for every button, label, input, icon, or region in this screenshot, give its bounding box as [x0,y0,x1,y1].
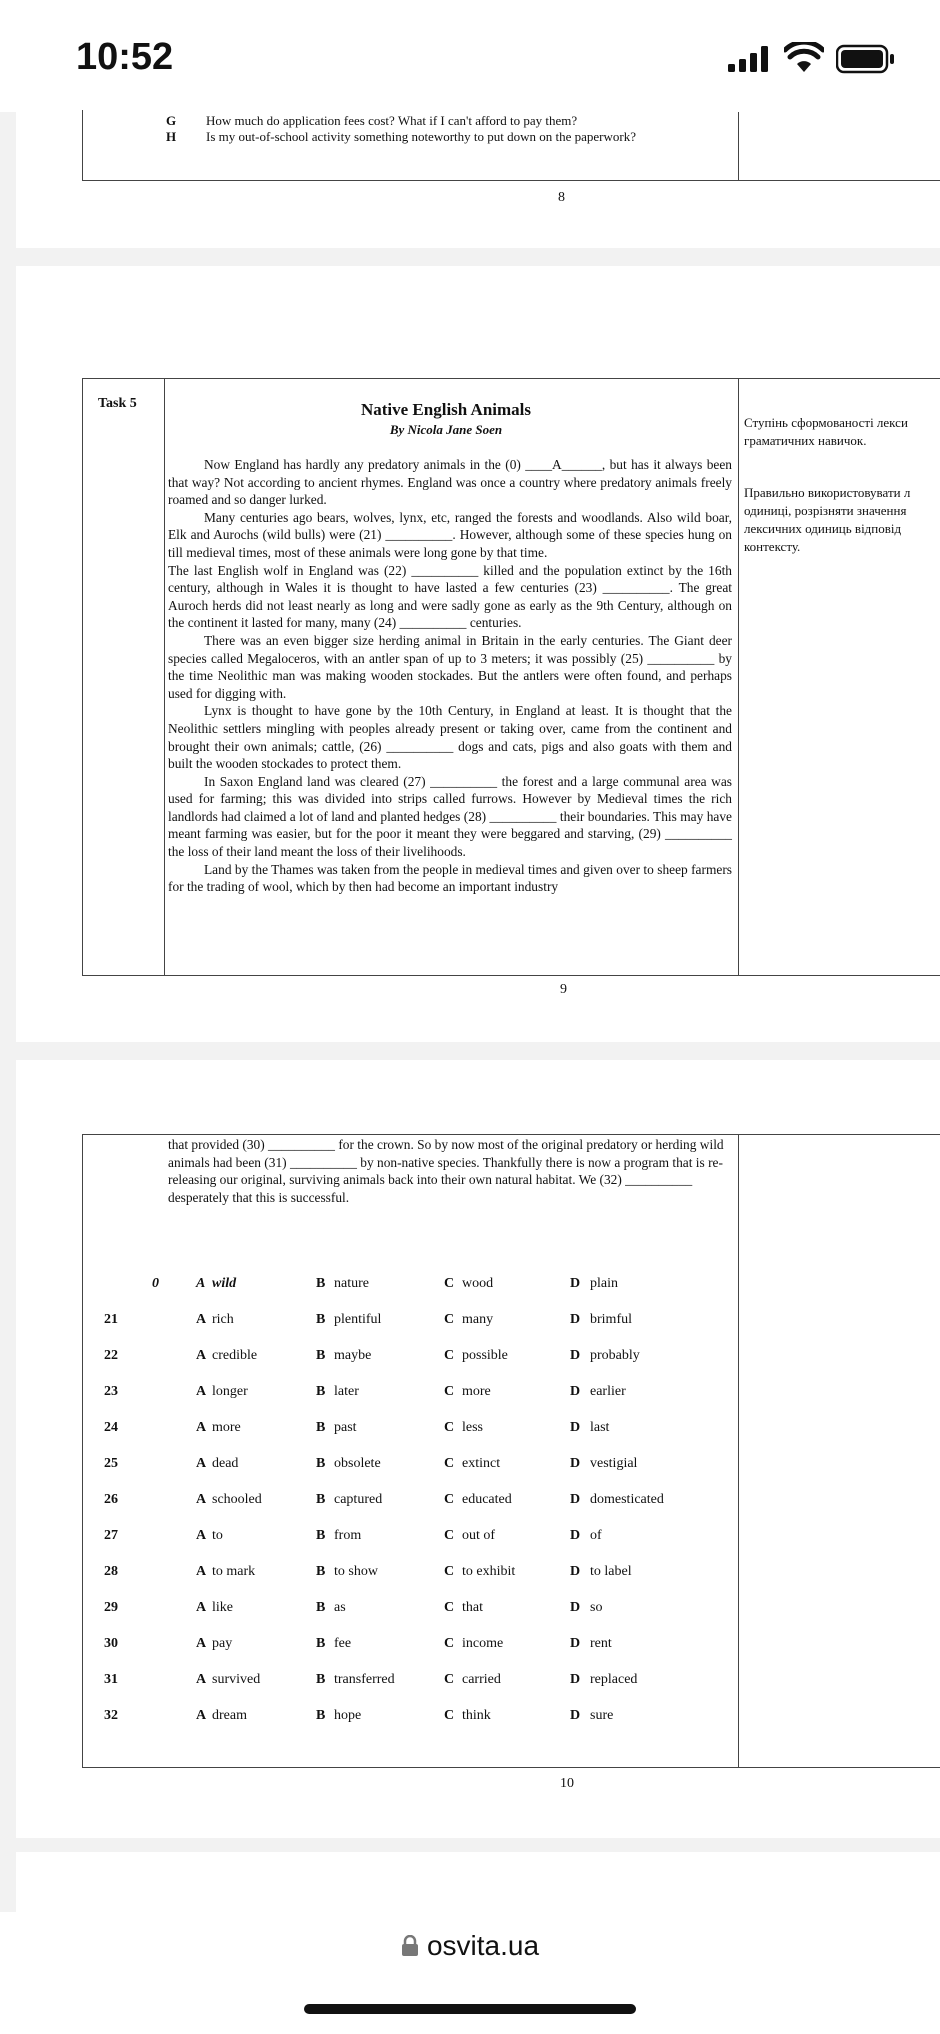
option-letter-d: D [570,1348,581,1363]
status-bar [0,0,940,112]
option-letter-b: B [316,1636,326,1651]
option-letter-d: D [570,1636,581,1651]
question-number: 0 [152,1276,159,1291]
battery-icon [836,44,896,74]
option-text-b: to show [334,1564,378,1579]
question-number: 25 [104,1456,118,1471]
paragraph: There was an even bigger size herding animal in Britain in the early centuries. The Giant deer species called Megaloceros, with an antler span of up to 3 meters; it was possibly (25) __________ by the time Neolithic man was making wooden stockades. But the antlers were often found, and perhaps used for digging with. [168,632,732,701]
option-text-c: carried [462,1672,501,1687]
option-letter-d: D [570,1564,581,1579]
option-text-d: sure [590,1708,614,1723]
paragraph: The last English wolf in England was (22) __________ killed and the population extinct by the 16th century, although in Wales it is thought to have lasted a few centuries (23) __________. The great Auroch herds did not least nearly as long and were sadly gone as early as the 9th Century, although on the continent it lasted for many, many (24) __________ centuries. [168,562,732,631]
option-letter-b: B [316,1492,326,1507]
question-number: 29 [104,1600,118,1615]
option-text-b: nature [334,1276,369,1291]
option-letter-b: B [316,1564,326,1579]
option-text-a: like [212,1600,233,1615]
option-letter-b: B [316,1348,326,1363]
option-letter-a: A [196,1456,207,1471]
option-row [82,1276,682,1298]
option-letter-c: C [444,1636,455,1651]
option-letter-a: A [196,1636,207,1651]
home-indicator[interactable] [304,2004,636,2014]
option-letter-a: A [196,1276,206,1291]
option-row [82,1492,682,1514]
option-row [82,1384,682,1406]
option-text-c: out of [462,1528,496,1543]
option-text-d: of [590,1528,602,1543]
option-text-b: maybe [334,1348,372,1363]
paragraph: Land by the Thames was taken from the people in medieval times and given over to sheep farmers for the trading of wool, which by then had become an important industry [168,861,732,895]
option-letter-d: D [570,1528,581,1543]
answer-options [82,1276,722,1746]
option-letter-a: A [196,1528,207,1543]
option-letter-b: B [316,1708,326,1723]
article-continuation: that provided (30) __________ for the crown. So by now most of the original predatory or herding wild animals had been (31) __________ by non-native species. Thankfully there is now a program that is re-releasing our original, surviving animals back into their own natural habitat. We (32) __________ desperately that this is successful. [168,1137,724,1205]
page-number: 10 [560,1776,574,1791]
question-number: 30 [104,1636,118,1651]
option-text-c: think [462,1708,491,1723]
option-letter-c: C [444,1348,455,1363]
option-text-d: probably [590,1348,640,1363]
option-letter-a: A [196,1348,207,1363]
option-row [82,1312,682,1334]
wifi-icon [784,42,824,74]
page-9 [16,266,940,1042]
paragraph: Now England has hardly any predatory animals in the (0) ____A______, but has it always been that way? Not according to ancient rhymes. England was once a country where predatory animals freely roamed and so danger lurked. [168,457,732,508]
option-row [82,1672,682,1694]
option-letter-a: A [196,1312,207,1327]
option-letter-d: D [570,1708,581,1723]
paragraph: In Saxon England land was cleared (27) __________ the forest and a large communal area was used for farming; this was divided into strips called furrows. However by Medieval times the rich landlords had claimed a lot of land and planted hedges (28) __________ their boundaries. This may have meant farming was easier, but for the poor it meant they were beggared and starving, (29) __________ the loss of their land meant the loss of their livelihoods. [168,773,732,860]
option-text-a: survived [212,1672,261,1687]
option-row [82,1528,682,1550]
option-letter-a: A [196,1708,207,1723]
option-row [82,1564,682,1586]
option-letter-c: C [444,1564,455,1579]
option-text-b: as [334,1600,346,1615]
article-author: By Nicola Jane Soen [389,422,503,437]
option-letter-c: C [444,1456,455,1471]
option-letter-d: D [570,1384,581,1399]
lock-icon [401,1935,419,1957]
option-letter-c: C [444,1312,455,1327]
article-title: Native English Animals [360,400,532,419]
option-text-d: so [590,1600,603,1615]
option-text-b: obsolete [334,1456,381,1471]
option-text-d: domesticated [590,1492,664,1507]
option-letter-a: A [196,1420,207,1435]
option-letter-d: D [570,1672,581,1687]
option-text-a: more [212,1420,241,1435]
option-text-b: captured [334,1492,383,1507]
clock: 10:52 [76,36,174,78]
option-text-c: that [462,1600,483,1615]
paragraph: Many centuries ago bears, wolves, lynx, etc, ranged the forests and woodlands. Also wild boar, Elk and Aurochs (wild bulls) were (21) __________. However, although some of these species hung on till medieval times, most of these animals were long gone by that time. [168,509,732,560]
question-number: 22 [104,1348,118,1363]
option-text-b: fee [334,1636,352,1651]
option-text-a: credible [212,1348,258,1363]
option-text-d: vestigial [590,1456,638,1471]
option-letter-b: B [316,1672,326,1687]
option-row [82,1600,682,1622]
option-text-d: plain [590,1276,618,1291]
assessment-criterion: Ступінь сформованості лекси граматичних навичок. [744,415,908,448]
option-text-b: plentiful [334,1312,382,1327]
option-text-b: later [334,1384,359,1399]
option-text-a: dream [212,1708,247,1723]
option-row [82,1420,682,1442]
option-text-c: possible [462,1348,508,1363]
option-letter-b: B [316,1384,326,1399]
page-number: 9 [560,982,567,997]
option-letter-d: D [570,1456,581,1471]
question-number: 21 [104,1312,118,1327]
option-text-c: wood [462,1276,494,1291]
option-letter-c: C [444,1600,455,1615]
option-letter-c: C [444,1492,455,1507]
option-text-d: last [590,1420,610,1435]
option-letter-a: A [196,1672,207,1687]
browser-bottom-bar [0,1912,940,2034]
option-text-d: rent [590,1636,612,1651]
option-text-c: educated [462,1492,512,1507]
option-letter-a: A [196,1384,207,1399]
option-letter-c: C [444,1708,455,1723]
option-letter-c: C [444,1528,455,1543]
question-number: 26 [104,1492,118,1507]
option-text-a: wild [212,1276,237,1291]
option-g-row: G How much do application fees cost? What if I can't afford to pay them? [166,113,578,128]
option-letter-b: B [316,1600,326,1615]
option-text-d: brimful [590,1312,632,1327]
option-text-a: dead [212,1456,239,1471]
option-text-c: income [462,1636,504,1651]
option-letter-a: A [196,1564,207,1579]
option-row [82,1708,682,1730]
option-text-b: from [334,1528,362,1543]
question-number: 31 [104,1672,118,1687]
option-letter-b: B [316,1312,326,1327]
task-label: Task 5 [98,396,137,411]
assessment-descriptor: Правильно використовувати л одиниці, розрізняти значення лексичних одиниць відповід контексту. [744,485,911,554]
option-row [82,1636,682,1658]
option-letter-b: B [316,1276,326,1291]
option-text-c: more [462,1384,491,1399]
option-letter-d: D [570,1600,581,1615]
option-letter-c: C [444,1420,455,1435]
question-number: 28 [104,1564,118,1579]
page-8 [16,112,940,248]
page-number: 8 [558,190,565,205]
question-number: 27 [104,1528,118,1543]
option-text-c: less [462,1420,483,1435]
option-text-b: past [334,1420,357,1435]
option-text-a: pay [212,1636,233,1651]
page-11 [16,1852,940,1912]
address-bar[interactable] [0,1930,940,1962]
question-number: 23 [104,1384,118,1399]
option-text-b: hope [334,1708,362,1723]
option-text-c: many [462,1312,494,1327]
option-letter-a: A [196,1600,207,1615]
option-letter-d: D [570,1492,581,1507]
option-text-a: to [212,1528,223,1543]
option-letter-c: C [444,1672,455,1687]
option-letter-d: D [570,1420,581,1435]
paragraph: Lynx is thought to have gone by the 10th Century, in England at least. It is thought that the Neolithic settlers mingling with peoples already present or taking over, came from the continent and brought their own animals; cattle, (26) __________ dogs and cats, pigs and also goats with them and built the wooden stockades to protect them. [168,703,732,772]
option-row [82,1456,682,1478]
option-text-d: earlier [590,1384,626,1399]
option-text-a: rich [212,1312,234,1327]
cellular-signal-icon [728,46,772,72]
option-letter-c: C [444,1384,455,1399]
option-text-d: replaced [590,1672,638,1687]
option-h-row: H Is my out-of-school activity something noteworthy to put down on the paperwork? [166,129,637,144]
question-number: 32 [104,1708,118,1723]
article-text [168,456,732,896]
option-text-d: to label [590,1564,632,1579]
option-text-a: schooled [212,1492,262,1507]
option-letter-a: A [196,1492,207,1507]
page-10 [16,1060,940,1838]
option-text-b: transferred [334,1672,395,1687]
option-text-c: extinct [462,1456,501,1471]
option-row [82,1348,682,1370]
question-number: 24 [104,1420,118,1435]
option-letter-b: B [316,1456,326,1471]
option-letter-d: D [570,1276,581,1291]
option-text-a: to mark [212,1564,256,1579]
option-text-a: longer [212,1384,248,1399]
option-letter-b: B [316,1528,326,1543]
option-text-c: to exhibit [462,1564,516,1579]
option-letter-d: D [570,1312,581,1327]
option-letter-b: B [316,1420,326,1435]
url-text: osvita.ua [426,1930,540,1961]
option-letter-c: C [444,1276,455,1291]
